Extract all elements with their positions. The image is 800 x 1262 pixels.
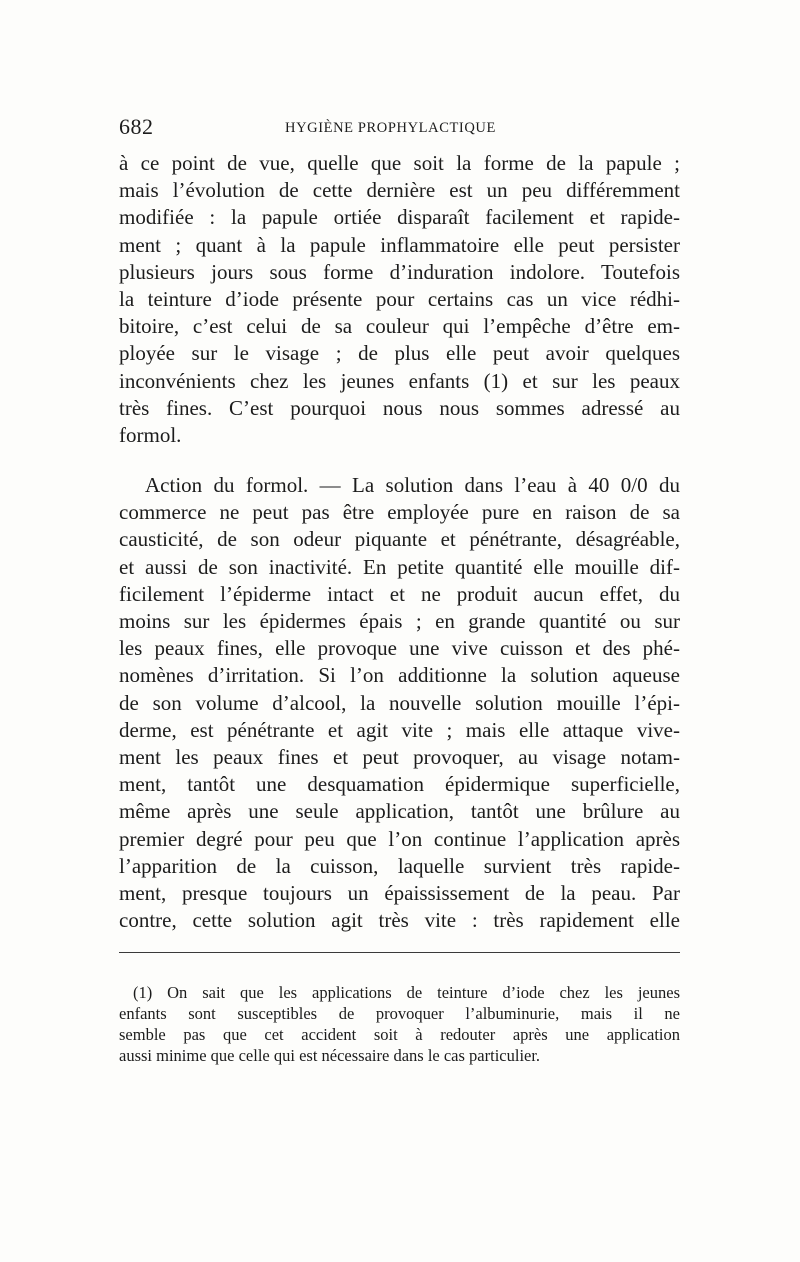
footnote-line: enfants sont susceptibles de provoquer l’albuminurie, mais il ne — [119, 1004, 680, 1023]
body-text — [119, 150, 680, 934]
text-line: à ce point de vue, quelle que soit la forme de la papule ; — [119, 151, 680, 175]
text-line: nomènes d’irritation. Si l’on additionne la solution aqueuse — [119, 663, 680, 688]
text-line: plusieurs jours sous forme d’induration indolore. Toutefois — [119, 259, 680, 284]
text-line: ment, tantôt une desquamation épidermique superficielle, — [119, 772, 680, 797]
footnote-line: (1) On sait que les applications de teinture d’iode chez les jeunes — [133, 983, 680, 1002]
running-title: HYGIÈNE PROPHYLACTIQUE — [285, 120, 496, 136]
text-line: premier degré pour peu que l’on continue l’application après — [119, 826, 680, 851]
text-line: même après une seule application, tantôt une brûlure au — [119, 799, 680, 824]
footnote-line: semble pas que cet accident soit à redouter après une application — [119, 1025, 680, 1044]
text-line: ficilement l’épiderme intact et ne produit aucun effet, du — [119, 581, 680, 606]
text-line: Action du formol. — La solution dans l’eau à 40 0/0 du — [145, 473, 680, 498]
text-line: mais l’évolution de cette dernière est un peu différemment — [119, 178, 680, 203]
text-line: contre, cette solution agit très vite : très rapidement elle — [119, 908, 680, 933]
text-line: moins sur les épidermes épais ; en grande quantité ou sur — [119, 609, 680, 633]
text-line: modifiée : la papule ortiée disparaît facilement et rapide- — [119, 205, 680, 230]
text-line: l’apparition de la cuisson, laquelle survient très rapide- — [119, 853, 680, 878]
text-line: et aussi de son inactivité. En petite quantité elle mouille dif- — [119, 554, 680, 579]
text-line: les peaux fines, elle provoque une vive cuisson et des phé- — [119, 636, 680, 661]
text-line: commerce ne peut pas être employée pure en raison de sa — [119, 500, 680, 525]
text-line: formol. — [119, 422, 182, 447]
text-line: de son volume d’alcool, la nouvelle solution mouille l’épi- — [119, 690, 680, 715]
text-line: inconvénients chez les jeunes enfants (1) et sur les peaux — [119, 368, 680, 393]
text-line: derme, est pénétrante et agit vite ; mais elle attaque vive- — [119, 717, 680, 742]
footnote-line: aussi minime que celle qui est nécessaire dans le cas particulier. — [119, 1046, 541, 1065]
text-line: ment les peaux fines et peut provoquer, au visage notam- — [119, 744, 680, 769]
page-number: 682 — [119, 114, 154, 139]
footnote-divider — [119, 952, 680, 953]
text-line: la teinture d’iode présente pour certains cas un vice rédhi- — [119, 286, 680, 311]
running-head — [119, 114, 680, 144]
paragraph-gap — [119, 449, 680, 472]
text-line: causticité, de son odeur piquante et pénétrante, désagréable, — [119, 527, 680, 552]
text-line: ment, presque toujours un épaississement de la peau. Par — [119, 880, 680, 905]
text-line: bitoire, c’est celui de sa couleur qui l’empêche d’être em- — [119, 314, 680, 339]
text-line: ment ; quant à la papule inflammatoire elle peut persister — [119, 232, 680, 257]
text-line: ployée sur le visage ; de plus elle peut avoir quelques — [119, 341, 680, 366]
text-line: très fines. C’est pourquoi nous nous sommes adressé au — [119, 395, 680, 420]
footnote — [119, 982, 680, 1066]
